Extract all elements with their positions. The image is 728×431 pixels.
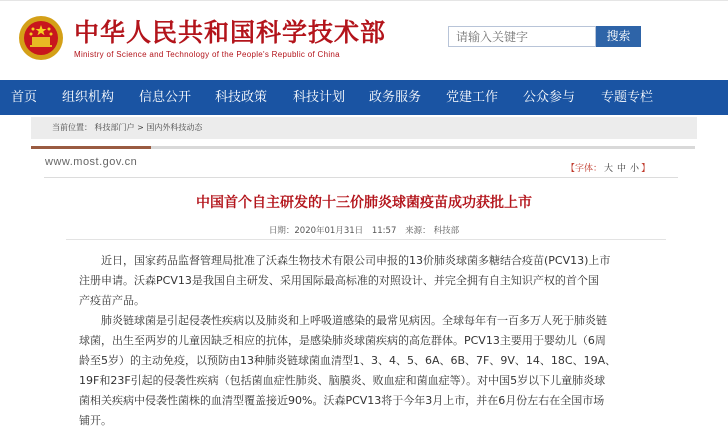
article-source-label: 来源： xyxy=(405,226,431,236)
site-subtitle: Ministry of Science and Technology of the People's Republic of China xyxy=(74,50,340,59)
site-title[interactable]: 中华人民共和国科学技术部 xyxy=(74,18,387,47)
nav-item-party[interactable]: 党建工作 xyxy=(446,90,499,105)
site-domain: www.most.gov.cn xyxy=(45,156,138,168)
nav-item-public[interactable]: 公众参与 xyxy=(523,90,576,105)
font-size-small[interactable]: 小 xyxy=(630,164,640,174)
section-rule xyxy=(31,146,697,151)
site-header xyxy=(0,0,728,80)
article-line: 菌相关疾病中侵袭性菌株的血清型覆盖接近90%。沃森PCV13将于今年3月上市，并在6月份左右在全国市场 xyxy=(79,394,605,407)
font-size-label: 【字体： xyxy=(566,164,603,174)
search-button[interactable]: 搜索 xyxy=(596,26,641,47)
article-line: 近日，国家药品监督管理局批准了沃森生物技术有限公司申报的13价肺炎球菌多糖结合疫苗(PCV13)上市 xyxy=(101,254,611,267)
font-size-switcher xyxy=(566,161,650,174)
national-emblem-icon[interactable] xyxy=(18,15,64,61)
search-input[interactable] xyxy=(448,26,596,47)
article-line: 注册申请。沃森PCV13是我国自主研发、采用国际最高标准的对照设计、并完全拥有自主知识产权的首个国 xyxy=(79,274,599,287)
font-size-medium[interactable]: 中 xyxy=(617,164,627,174)
breadcrumb-bar xyxy=(31,117,697,139)
article-line: 铺开。 xyxy=(79,414,112,427)
breadcrumb[interactable]: 当前位置： 科技部门户 > 国内外科技动态 xyxy=(52,123,203,132)
meta-divider xyxy=(66,239,666,240)
nav-item-programs[interactable]: 科技计划 xyxy=(293,90,346,105)
article-title: 中国首个自主研发的十三价肺炎球菌疫苗成功获批上市 xyxy=(196,195,532,211)
nav-item-home[interactable]: 首页 xyxy=(11,90,38,105)
font-size-close: 】 xyxy=(641,164,651,174)
font-size-large[interactable]: 大 xyxy=(604,164,614,174)
nav-item-services[interactable]: 政务服务 xyxy=(369,90,422,105)
article-line: 球菌，出生至两岁的儿童因缺乏相应的抗体，是感染肺炎球菌疾病的高危群体。PCV13主要用于婴幼儿（6周 xyxy=(79,334,606,347)
nav-item-organization[interactable]: 组织机构 xyxy=(62,90,115,105)
header-divider xyxy=(44,177,678,178)
article-meta xyxy=(0,224,728,236)
section-rule-accent xyxy=(31,146,151,149)
article-date: 日期：2020年01月31日 xyxy=(268,226,364,236)
article-line: 产疫苗产品。 xyxy=(79,294,145,307)
article-time: 11:57 xyxy=(371,226,397,236)
nav-item-policy[interactable]: 科技政策 xyxy=(215,90,268,105)
article-line: 肺炎链球菌是引起侵袭性疾病以及肺炎和上呼吸道感染的最常见病因。全球每年有一百多万人死于肺炎链 xyxy=(101,314,607,327)
article-line: 19F和23F引起的侵袭性疾病（包括菌血症性肺炎、脑膜炎、败血症和菌血症等）。对中国5岁以下儿童肺炎球 xyxy=(79,374,606,387)
article-source: 科技部 xyxy=(433,226,460,236)
main-nav xyxy=(0,80,728,115)
nav-item-info-disclosure[interactable]: 信息公开 xyxy=(139,90,192,105)
article-line: 龄至5岁）的主动免疫，以预防由13种肺炎链球菌血清型1、3、4、5、6A、6B、7F、9V、14、18C、19A、 xyxy=(79,354,617,367)
nav-item-topics[interactable]: 专题专栏 xyxy=(601,90,654,105)
article-body xyxy=(79,251,619,431)
